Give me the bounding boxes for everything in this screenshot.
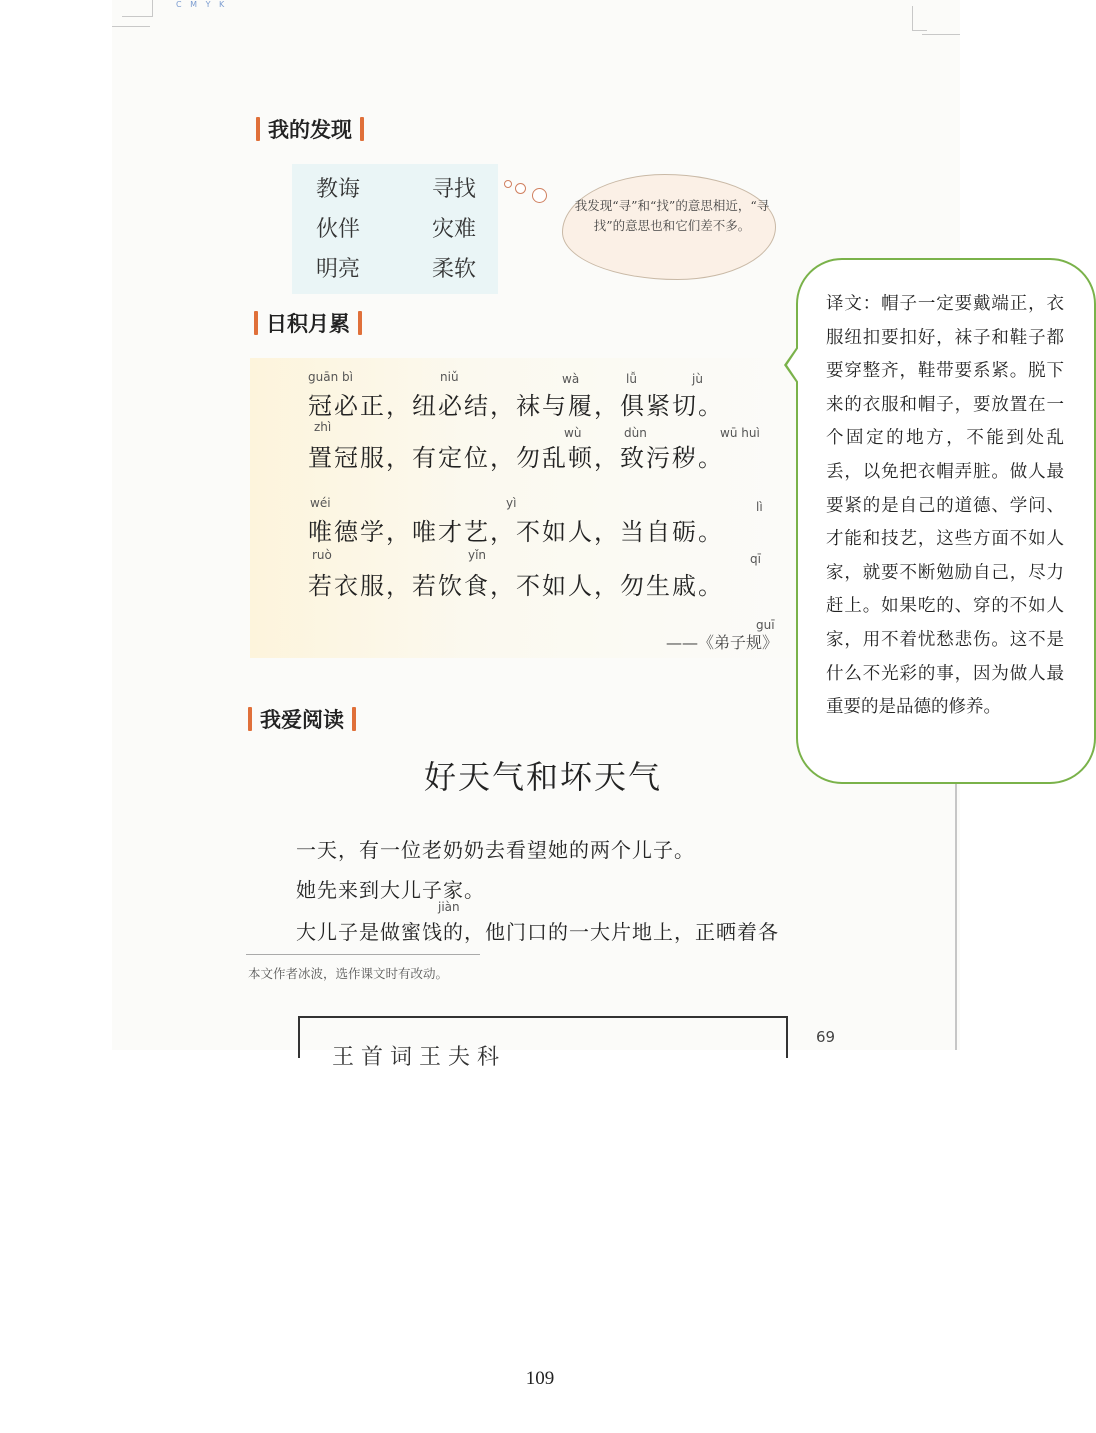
thought-bubble-text: 我发现“寻”和“找”的意思相近，“寻找”的意思也和它们差不多。 [574,198,770,233]
footnote-rule [246,954,480,955]
section-title-reading: 我爱阅读 [248,704,356,734]
translation-text: 译文：帽子一定要戴端正，衣服纽扣要扣好，袜子和鞋子都要穿整齐，鞋带要系紧。脱下来的衣服和帽子，要放置在一个固定的地方，不能到处乱丢，以免把衣帽弄脏。做人最要紧的是自己的道德、学问、才能和技艺，这些方面不如人家，就要不断勉励自己，尽力赶上。如果吃的、穿的不如人家，用不着忧愁悲伤。这不是什么不光彩的事，因为做人最重要的是品德的修养。 [826,294,1064,718]
word-item: 灾难 [432,217,477,242]
pinyin: wéi [310,496,331,510]
story-title: 好天气和坏天气 [424,758,663,796]
pinyin: guī [756,618,775,632]
title-bar-left [254,311,258,335]
crop-mark-left [122,0,153,17]
section-title-accumulate: 日积月累 [254,308,362,338]
page-number: 109 [525,1368,555,1389]
word-item: 柔软 [432,257,477,282]
thought-dot [504,180,512,188]
pinyin: lǚ [626,372,637,386]
title-bar-left [248,707,252,731]
pinyin: dùn [624,426,647,440]
inner-page-number: 69 [816,1028,836,1046]
word-item: 教诲 [316,177,361,202]
poem-line: 若衣服，若饮食，不如人，勿生戚。 [308,572,724,600]
pinyin: wū huì [720,426,760,440]
word-item: 伙伴 [316,217,361,242]
pinyin: yǐn [468,548,487,562]
poem-source: ——《弟子规》 [666,633,779,652]
pinyin: jiàn [438,900,460,914]
title-bar-right [360,117,364,141]
story-paragraph: 她先来到大儿子家。 [296,878,485,902]
cmyk-mark: C M Y K [176,0,228,9]
title-bar-right [352,707,356,731]
pinyin: qī [750,552,761,566]
poem-line: 置冠服，有定位，勿乱顿，致污秽。 [308,444,724,472]
footnote: 本文作者冰波，选作课文时有改动。 [248,966,449,981]
pinyin: wà [562,372,580,386]
exercise-box-text: 王 首 词 王 夫 科 [332,1045,499,1070]
title-bar-right [358,311,362,335]
story-paragraph: 一天，有一位老奶奶去看望她的两个儿子。 [296,838,695,862]
crop-mark-left-line [112,26,150,27]
poem-line: 唯德学，唯才艺，不如人，当自砺。 [308,518,724,546]
word-item: 明亮 [316,257,361,282]
pinyin: yì [506,496,517,510]
story-paragraph: 大儿子是做蜜饯的，他门口的一大片地上，正晒着各 [296,920,779,944]
pinyin: wù [564,426,582,440]
pinyin: ruò [312,548,332,562]
poem-line: 冠必正，纽必结，袜与履，俱紧切。 [308,392,724,420]
crop-mark-right-line [922,34,960,35]
crop-mark-right [912,6,927,31]
pinyin: guān bì [308,370,353,384]
pinyin: jù [692,372,703,386]
annotation-tail-inner [787,347,799,383]
pinyin: lì [756,500,763,514]
section-title-discovery: 我的发现 [256,114,364,144]
page-edge-line [955,760,957,1050]
pinyin: niǔ [440,370,459,384]
title-bar-left [256,117,260,141]
thought-dot [532,188,547,203]
thought-dot [515,183,526,194]
word-item: 寻找 [432,177,477,202]
pinyin: zhì [314,420,332,434]
